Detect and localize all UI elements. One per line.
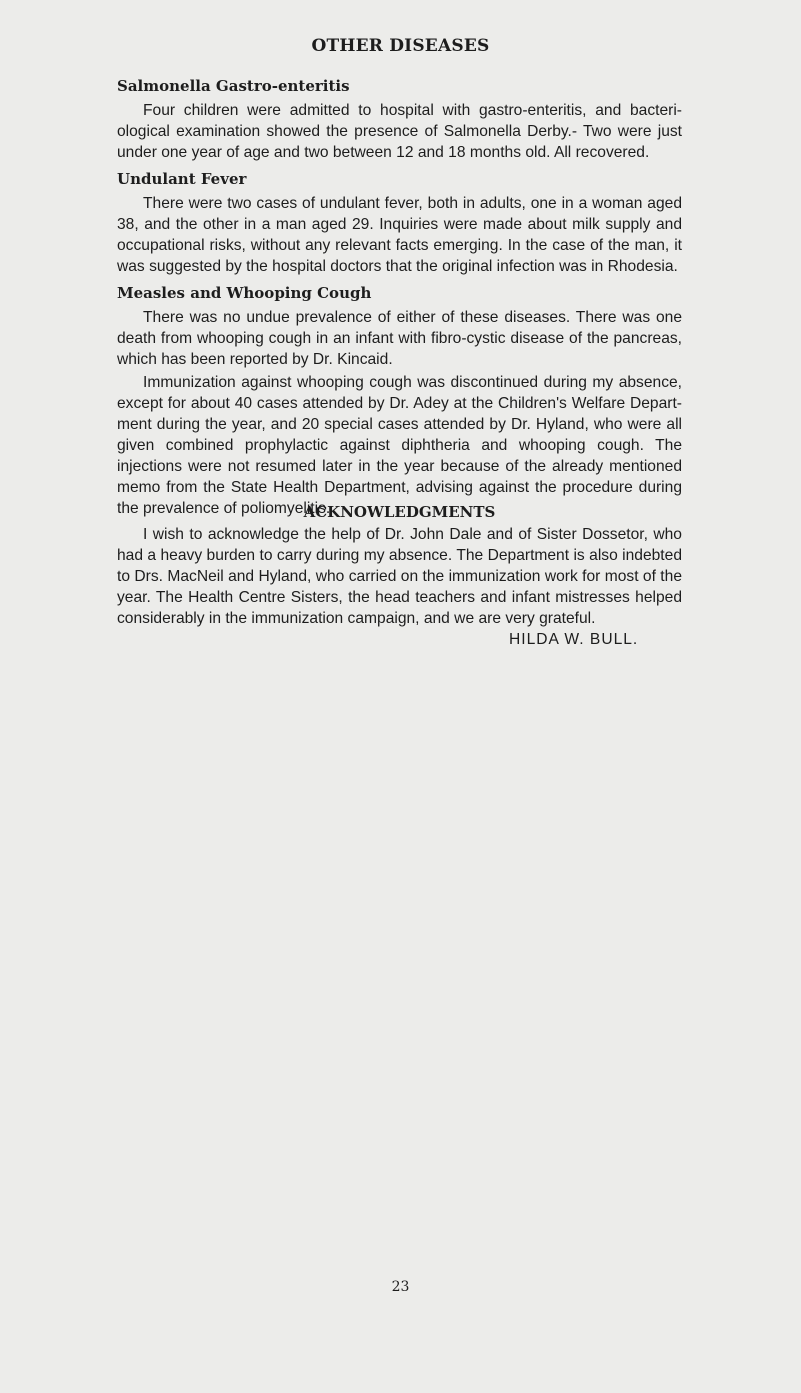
section-measles-whooping-cough bbox=[117, 283, 682, 519]
section-undulant-fever bbox=[117, 169, 682, 277]
page-number: 23 bbox=[391, 1279, 410, 1295]
section-salmonella bbox=[117, 76, 682, 163]
page-title: OTHER DISEASES bbox=[311, 36, 490, 56]
paragraph: Immunization against whooping cough was discontinued during my absence, except for about 40 cases attended by Dr. Adey at the Children's Welfare Depart- ment during the year, and 20 special cases attended by Dr. Hyland, who were all given combined prophylactic against diphtheria and whooping cough. The injections were not resumed later in the year because of the already mentioned memo from the State Health Department, advising against the procedure during the prevalence of poliomyelitis. bbox=[117, 374, 682, 517]
paragraph: There was no undue prevalence of either of these diseases. There was one death from whooping cough in an infant with fibro-cystic disease of the pancreas, which has been reported by Dr. Kincaid. bbox=[117, 309, 682, 368]
paragraph: I wish to acknowledge the help of Dr. John Dale and of Sister Dossetor, who had a heavy burden to carry during my absence. The Department is also indebted to Drs. MacNeil and Hyland, who carried on the immunization work for most of the year. The Health Centre Sisters, the head teachers and infant mistresses helped considerably in the immunization campaign, and we are very grateful. bbox=[117, 526, 682, 627]
paragraph: Four children were admitted to hospital with gastro-enteritis, and bacteri- ological examination showed the presence of Salmonella Derby.- Two were just under one year of age and two between 12 and 18 months old. All recovered. bbox=[117, 102, 682, 161]
section-heading: Salmonella Gastro-enteritis bbox=[117, 77, 350, 95]
section-heading: Undulant Fever bbox=[117, 170, 247, 188]
paragraph: There were two cases of undulant fever, both in adults, one in a woman aged 38, and the other in a man aged 29. Inquiries were made about milk supply and occupational risks, without any relevant facts emerging. In the case of the man, it was suggested by the hospital doctors that the original infection was in Rhodesia. bbox=[117, 195, 682, 275]
section-heading: ACKNOWLEDGMENTS bbox=[303, 503, 496, 521]
signature: HILDA W. BULL. bbox=[509, 631, 639, 648]
section-acknowledgments bbox=[117, 502, 682, 629]
section-heading: Measles and Whooping Cough bbox=[117, 284, 372, 302]
